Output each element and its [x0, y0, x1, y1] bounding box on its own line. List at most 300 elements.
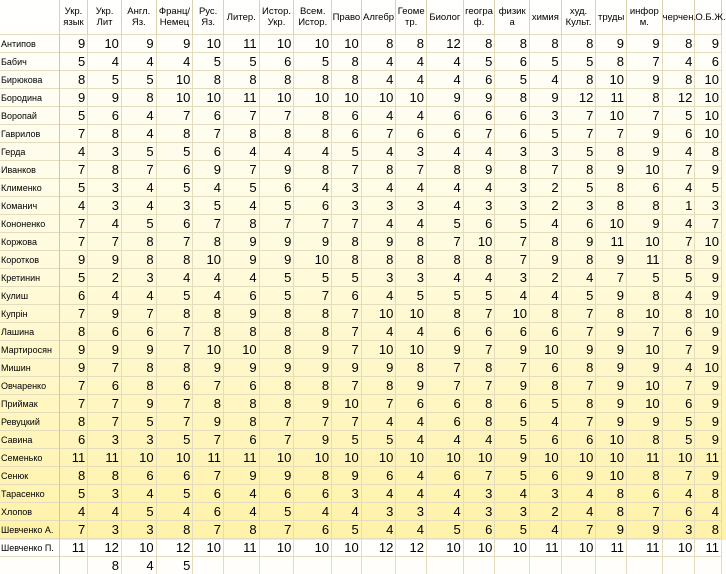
grade-cell: 6: [259, 53, 294, 71]
grade-cell: 6: [332, 125, 362, 143]
grade-cell: 7: [626, 323, 662, 341]
column-header: Всем. Истор.: [294, 0, 332, 35]
grade-cell: 6: [332, 107, 362, 125]
grade-cell: [561, 557, 596, 574]
grade-cell: 9: [332, 359, 362, 377]
grade-cell: 10: [121, 449, 156, 467]
grade-cell: 3: [530, 107, 562, 125]
grade-cell: 9: [695, 377, 722, 395]
grade-cell: 8: [88, 557, 122, 574]
grade-cell: 8: [626, 89, 662, 107]
grade-cell: 7: [495, 359, 530, 377]
grade-cell: 8: [530, 377, 562, 395]
grade-cell: 7: [59, 377, 88, 395]
grade-cell: 4: [294, 503, 332, 521]
grade-cell: 10: [332, 89, 362, 107]
grade-cell: 7: [662, 377, 695, 395]
student-name-cell: Тарасенко: [0, 485, 59, 503]
grade-cell: 6: [561, 215, 596, 233]
grade-cell: 8: [396, 233, 427, 251]
table-row: [0, 539, 722, 557]
grade-cell: 7: [463, 377, 495, 395]
grade-cell: 9: [193, 161, 224, 179]
grade-cell: 4: [463, 269, 495, 287]
grade-cell: 9: [626, 125, 662, 143]
grade-cell: 8: [259, 341, 294, 359]
grade-cell: 12: [662, 89, 695, 107]
grade-cell: 5: [59, 107, 88, 125]
grade-cell: 10: [294, 89, 332, 107]
grade-cell: 8: [596, 503, 627, 521]
grade-cell: 6: [530, 431, 562, 449]
grade-cell: 8: [294, 125, 332, 143]
grade-cell: 7: [193, 215, 224, 233]
grade-cell: 4: [662, 215, 695, 233]
grade-cell: 9: [59, 89, 88, 107]
grade-cell: 7: [463, 467, 495, 485]
grade-cell: 7: [193, 431, 224, 449]
grade-cell: 3: [695, 197, 722, 215]
grade-cell: 8: [561, 35, 596, 53]
table-row: [0, 449, 722, 467]
grade-cell: 6: [361, 467, 396, 485]
grade-cell: 4: [561, 485, 596, 503]
grade-cell: 10: [596, 71, 627, 89]
grade-cell: 9: [294, 395, 332, 413]
grade-cell: 9: [294, 359, 332, 377]
grade-cell: 10: [193, 341, 224, 359]
grade-cell: 9: [332, 467, 362, 485]
grade-cell: 4: [396, 485, 427, 503]
grade-cell: 7: [561, 521, 596, 539]
grade-cell: 4: [396, 107, 427, 125]
grade-cell: 11: [596, 89, 627, 107]
grade-cell: 4: [294, 179, 332, 197]
grade-cell: 9: [193, 413, 224, 431]
grade-cell: 6: [495, 395, 530, 413]
student-name-cell: Мартиросян: [0, 341, 59, 359]
grade-cell: 2: [88, 269, 122, 287]
grade-cell: 9: [121, 35, 156, 53]
grade-cell: 10: [596, 107, 627, 125]
grade-cell: 10: [88, 35, 122, 53]
table-row: [0, 287, 722, 305]
grade-cell: 8: [626, 197, 662, 215]
grade-cell: 8: [396, 35, 427, 53]
grade-cell: 8: [193, 395, 224, 413]
grade-cell: 10: [294, 35, 332, 53]
column-header: Франц/ Немец: [156, 0, 193, 35]
grade-cell: 8: [396, 251, 427, 269]
grade-cell: 5: [495, 71, 530, 89]
table-row: [0, 503, 722, 521]
grade-cell: 8: [463, 251, 495, 269]
grade-cell: 6: [88, 377, 122, 395]
grade-cell: [361, 557, 396, 574]
grade-cell: 4: [426, 197, 463, 215]
grade-cell: 10: [259, 89, 294, 107]
column-header: химия: [530, 0, 562, 35]
grade-cell: 10: [396, 341, 427, 359]
grade-cell: 10: [396, 305, 427, 323]
grade-cell: 7: [361, 395, 396, 413]
grade-cell: 7: [426, 377, 463, 395]
table-row: [0, 413, 722, 431]
grade-cell: 8: [223, 71, 259, 89]
table-row: [0, 161, 722, 179]
grade-cell: 7: [259, 215, 294, 233]
grade-cell: 6: [463, 71, 495, 89]
grade-cell: 8: [332, 53, 362, 71]
grade-cell: 3: [463, 197, 495, 215]
column-header: Алгебр: [361, 0, 396, 35]
grade-cell: 7: [426, 233, 463, 251]
student-name-cell: Бородина: [0, 89, 59, 107]
grade-cell: 5: [259, 269, 294, 287]
grade-cell: 3: [361, 197, 396, 215]
grade-cell: 2: [530, 197, 562, 215]
grade-cell: 6: [463, 215, 495, 233]
grade-cell: 4: [361, 323, 396, 341]
grade-cell: 9: [259, 161, 294, 179]
grade-cell: 4: [426, 269, 463, 287]
student-name-cell: Коротков: [0, 251, 59, 269]
grade-cell: 4: [193, 179, 224, 197]
grade-cell: 10: [561, 539, 596, 557]
grade-cell: 9: [596, 287, 627, 305]
grade-cell: 5: [59, 485, 88, 503]
grade-cell: 5: [59, 269, 88, 287]
grade-cell: 1: [662, 197, 695, 215]
grade-cell: 6: [294, 521, 332, 539]
grade-cell: 11: [695, 449, 722, 467]
grade-cell: 9: [59, 359, 88, 377]
grade-cell: 9: [596, 35, 627, 53]
grade-cell: 4: [121, 485, 156, 503]
header-row: [0, 0, 722, 35]
grade-cell: 3: [561, 197, 596, 215]
grade-cell: 5: [561, 143, 596, 161]
grade-cell: 4: [223, 269, 259, 287]
grade-cell: 9: [495, 449, 530, 467]
grade-cell: 3: [530, 143, 562, 161]
grade-cell: 7: [193, 521, 224, 539]
grade-cell: 8: [193, 323, 224, 341]
column-header: Литер.: [223, 0, 259, 35]
grade-cell: 2: [530, 503, 562, 521]
grade-cell: 6: [463, 107, 495, 125]
grade-cell: 11: [193, 449, 224, 467]
grade-cell: 8: [59, 71, 88, 89]
grade-cell: 7: [463, 305, 495, 323]
grade-cell: 9: [626, 35, 662, 53]
table-row: [0, 377, 722, 395]
student-name-cell: Хлопов: [0, 503, 59, 521]
grade-cell: 6: [463, 521, 495, 539]
grade-cell: 10: [695, 71, 722, 89]
grade-cell: 4: [361, 287, 396, 305]
grade-cell: 8: [426, 305, 463, 323]
grade-cell: 5: [223, 179, 259, 197]
grade-cell: 2: [530, 269, 562, 287]
grade-cell: 4: [156, 503, 193, 521]
grade-cell: 12: [361, 539, 396, 557]
grade-cell: 5: [463, 53, 495, 71]
grade-cell: 7: [596, 269, 627, 287]
grade-cell: 7: [332, 341, 362, 359]
grade-cell: 6: [332, 287, 362, 305]
grade-cell: 7: [121, 161, 156, 179]
table-row: [0, 233, 722, 251]
grade-cell: 8: [193, 305, 224, 323]
grade-cell: 3: [530, 485, 562, 503]
grade-cell: 12: [156, 539, 193, 557]
grade-cell: 8: [294, 107, 332, 125]
grade-cell: 5: [561, 287, 596, 305]
grade-cell: 4: [396, 521, 427, 539]
grade-cell: 7: [59, 125, 88, 143]
grade-cell: 10: [332, 539, 362, 557]
grade-cell: 9: [530, 89, 562, 107]
grade-cell: 6: [426, 125, 463, 143]
grade-cell: 8: [695, 485, 722, 503]
grade-cell: 4: [426, 485, 463, 503]
grade-cell: 8: [662, 71, 695, 89]
grade-cell: 5: [495, 467, 530, 485]
grade-cell: 8: [294, 161, 332, 179]
grade-cell: 5: [156, 179, 193, 197]
student-name-cell: Антипов: [0, 35, 59, 53]
grade-cell: 6: [530, 359, 562, 377]
grade-cell: 4: [361, 413, 396, 431]
grade-cell: 9: [121, 341, 156, 359]
grade-cell: 8: [626, 287, 662, 305]
grade-cell: 6: [121, 467, 156, 485]
grade-cell: 7: [463, 341, 495, 359]
grade-cell: 10: [396, 89, 427, 107]
grade-cell: 5: [193, 197, 224, 215]
grade-cell: 9: [695, 395, 722, 413]
grade-cell: 11: [596, 539, 627, 557]
table-row: [0, 53, 722, 71]
grade-cell: 8: [88, 125, 122, 143]
grade-cell: 10: [530, 341, 562, 359]
column-header: Укр. Лит: [88, 0, 122, 35]
grade-cell: 10: [463, 233, 495, 251]
grade-cell: [223, 557, 259, 574]
grade-cell: 9: [259, 467, 294, 485]
grade-cell: 9: [396, 377, 427, 395]
grade-cell: 8: [59, 323, 88, 341]
grade-cell: [259, 557, 294, 574]
grade-cell: 9: [426, 89, 463, 107]
grade-cell: 8: [596, 197, 627, 215]
grade-cell: 8: [332, 251, 362, 269]
grade-cell: 4: [495, 287, 530, 305]
grade-cell: 9: [695, 431, 722, 449]
grade-cell: 8: [332, 71, 362, 89]
grade-cell: 10: [626, 395, 662, 413]
grade-cell: 11: [59, 539, 88, 557]
grade-cell: 6: [156, 215, 193, 233]
grade-cell: 5: [193, 53, 224, 71]
grade-cell: 7: [530, 161, 562, 179]
grade-cell: 4: [59, 143, 88, 161]
grade-cell: 8: [596, 305, 627, 323]
grade-cell: 6: [121, 323, 156, 341]
grade-cell: 7: [59, 305, 88, 323]
grade-cell: [596, 557, 627, 574]
grade-cell: 3: [396, 197, 427, 215]
header-name-column: [0, 0, 59, 35]
grade-cell: 10: [596, 467, 627, 485]
grade-cell: 9: [695, 269, 722, 287]
table-row: [0, 143, 722, 161]
grade-cell: 9: [626, 413, 662, 431]
grade-cell: 5: [59, 179, 88, 197]
grade-cell: 10: [361, 449, 396, 467]
grade-cell: 8: [223, 215, 259, 233]
grade-cell: 7: [294, 287, 332, 305]
grade-cell: 10: [294, 449, 332, 467]
column-header: Рус. Яз.: [193, 0, 224, 35]
grade-cell: 10: [332, 395, 362, 413]
grade-cell: 9: [294, 341, 332, 359]
grade-cell: 9: [463, 161, 495, 179]
grade-cell: 9: [294, 431, 332, 449]
grade-cell: 9: [361, 359, 396, 377]
grade-cell: 5: [662, 107, 695, 125]
grade-cell: 4: [88, 53, 122, 71]
grade-cell: 6: [426, 107, 463, 125]
grade-cell: 10: [596, 431, 627, 449]
grade-cell: 7: [259, 521, 294, 539]
grade-cell: 10: [396, 449, 427, 467]
grade-cell: 10: [495, 539, 530, 557]
grade-cell: 4: [121, 197, 156, 215]
table-row: [0, 71, 722, 89]
grade-cell: 9: [88, 251, 122, 269]
grade-cell: 6: [426, 467, 463, 485]
student-name-cell: Мишин: [0, 359, 59, 377]
column-header: Биолог: [426, 0, 463, 35]
grade-cell: 5: [662, 413, 695, 431]
grade-cell: 8: [530, 305, 562, 323]
student-name-cell: Гаврилов: [0, 125, 59, 143]
student-name-cell: Команич: [0, 197, 59, 215]
grade-cell: 4: [662, 359, 695, 377]
table-row: [0, 467, 722, 485]
column-header: О.Б.Ж.: [695, 0, 722, 35]
grade-cell: 6: [662, 125, 695, 143]
grade-cell: 5: [626, 269, 662, 287]
grade-cell: 10: [193, 251, 224, 269]
grade-cell: 5: [530, 395, 562, 413]
grade-cell: 10: [361, 89, 396, 107]
grade-cell: 9: [695, 161, 722, 179]
grade-cell: 12: [561, 89, 596, 107]
student-name-cell: Герда: [0, 143, 59, 161]
grade-cell: 10: [662, 539, 695, 557]
column-header: геогра ф.: [463, 0, 495, 35]
grade-cell: 10: [193, 89, 224, 107]
grade-cell: 4: [495, 485, 530, 503]
grade-cell: 7: [495, 251, 530, 269]
grade-cell: 8: [259, 305, 294, 323]
student-name-cell: Коржова: [0, 233, 59, 251]
grade-cell: 5: [259, 197, 294, 215]
grade-cell: 4: [121, 125, 156, 143]
grade-cell: 6: [294, 197, 332, 215]
grade-cell: 7: [332, 161, 362, 179]
grade-cell: 8: [596, 53, 627, 71]
grade-cell: 10: [626, 377, 662, 395]
grade-cell: 8: [361, 251, 396, 269]
grade-cell: 7: [59, 395, 88, 413]
grade-cell: 9: [156, 35, 193, 53]
grade-cell: 5: [495, 431, 530, 449]
grade-cell: 3: [361, 503, 396, 521]
grade-cell: 4: [396, 323, 427, 341]
grade-cell: 4: [223, 197, 259, 215]
grade-cell: 7: [332, 305, 362, 323]
grade-cell: 9: [596, 341, 627, 359]
grade-cell: 8: [294, 71, 332, 89]
grade-cell: [294, 557, 332, 574]
grade-cell: 11: [59, 449, 88, 467]
grade-cell: 3: [495, 179, 530, 197]
grade-cell: 3: [332, 179, 362, 197]
grade-cell: 5: [121, 215, 156, 233]
grade-cell: 6: [530, 323, 562, 341]
grade-cell: [59, 557, 88, 574]
grade-cell: 4: [361, 485, 396, 503]
grade-cell: 4: [396, 179, 427, 197]
grade-cell: 8: [156, 305, 193, 323]
grade-cell: 4: [396, 215, 427, 233]
grade-cell: 2: [530, 179, 562, 197]
grade-cell: 4: [294, 143, 332, 161]
grade-cell: 3: [495, 143, 530, 161]
grade-cell: 7: [156, 395, 193, 413]
table-row: [0, 557, 722, 574]
grade-cell: 10: [426, 539, 463, 557]
grade-cell: 7: [396, 161, 427, 179]
grade-cell: 9: [626, 521, 662, 539]
grade-cell: 7: [294, 413, 332, 431]
grade-cell: 7: [626, 503, 662, 521]
grade-cell: 7: [193, 125, 224, 143]
grade-cell: 10: [332, 449, 362, 467]
grade-cell: 5: [294, 269, 332, 287]
grade-cell: 4: [561, 269, 596, 287]
grade-cell: 7: [156, 341, 193, 359]
student-name-cell: Овчаренко: [0, 377, 59, 395]
grade-cell: 8: [463, 395, 495, 413]
grade-cell: 8: [561, 71, 596, 89]
grade-cell: 3: [396, 143, 427, 161]
grade-cell: 4: [426, 503, 463, 521]
grade-cell: [626, 557, 662, 574]
grade-cell: 9: [695, 467, 722, 485]
grade-cell: 7: [626, 107, 662, 125]
grade-cell: 10: [361, 305, 396, 323]
grade-cell: [332, 557, 362, 574]
grade-cell: 8: [88, 467, 122, 485]
grade-cell: 10: [530, 449, 562, 467]
grade-cell: 10: [294, 539, 332, 557]
grade-cell: 4: [121, 287, 156, 305]
